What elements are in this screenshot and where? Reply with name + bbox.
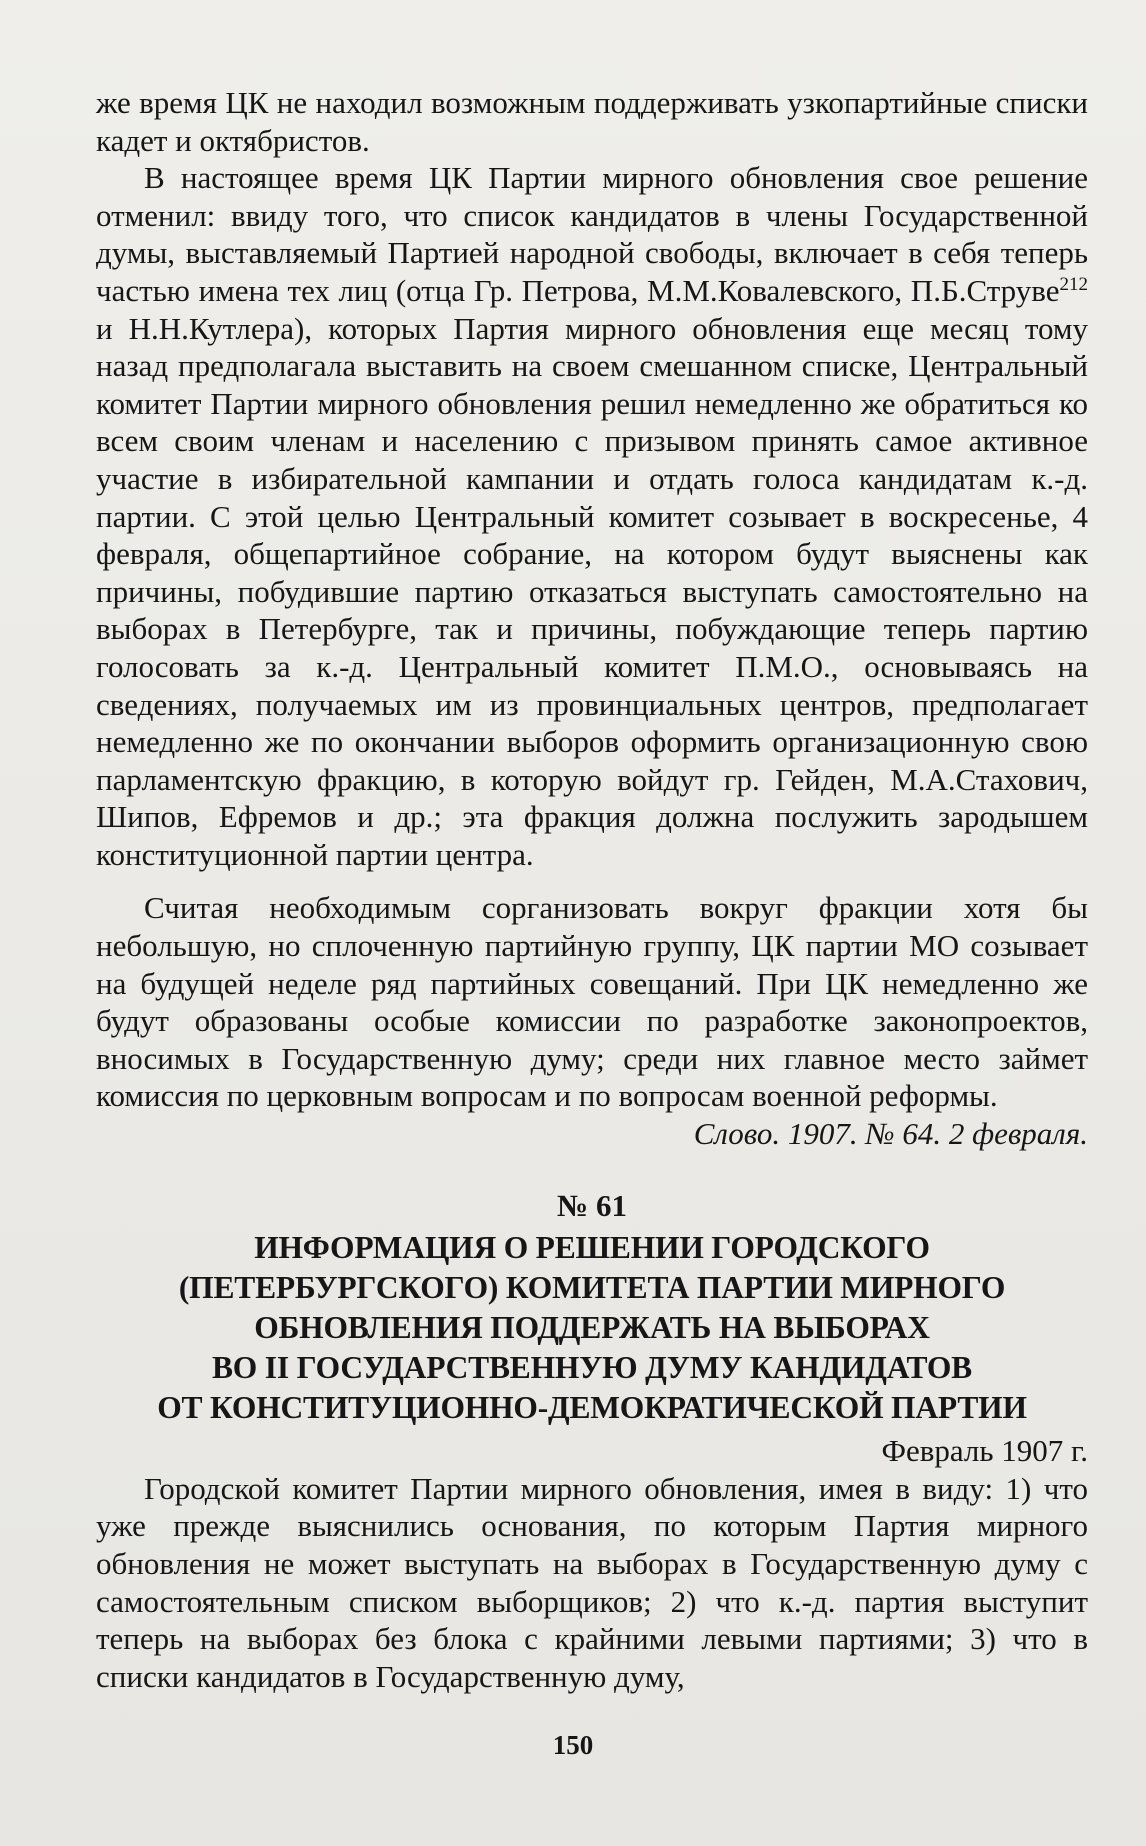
paragraph-2: Считая необходимым сорганизовать вокруг фракции хотя бы небольшую, но сплоченную партийную группу, ЦК партии МО созывает на будущей неделе ряд партийных совещаний. При ЦК немедленно же будут образованы особые комиссии по разработке законопроектов, вносимых в Государственную думу; среди них главное место займет комиссия по церковным вопросам и по вопросам военной реформы. [96, 890, 1088, 1114]
text-column [96, 84, 1088, 1695]
paragraph-1-part-b: и Н.Н.Кутлера), которых Партия мирного обновления еще месяц тому назад предполагала выставить на своем смешанном списке, Центральный комитет Партии мирного обновления решил немедленно же обратиться ко всем своим членам и населению с призывом принять самое активное участие в избирательной кампании и отдать голоса кандидатам к.-д. партии. С этой целью Центральный комитет созывает в воскресенье, 4 февраля, общепартийное собрание, на котором будут выяснены как причины, побудившие партию отказаться выступать самостоятельно на выборах в Петербурге, так и причины, побуждающие теперь партию голосовать за к.-д. Центральный комитет П.М.О., основываясь на сведениях, получаемых им из провинциальных центров, предполагает немедленно же по окончании выборов оформить организационную свою парламентскую фракцию, в которую войдут гр. Гейден, М.А.Стахович, Шипов, Ефремов и др.; эта фракция должна послужить зародышем конституционной партии центра. [96, 310, 1088, 872]
document-number: № 61 [557, 1187, 627, 1223]
title-line: ОБНОВЛЕНИЯ ПОДДЕРЖАТЬ НА ВЫБОРАХ [254, 1310, 930, 1346]
document-title [96, 1228, 1088, 1428]
page-number: 150 [552, 1730, 594, 1760]
title-line: ОТ КОНСТИТУЦИОННО-ДЕМОКРАТИЧЕСКОЙ ПАРТИИ [157, 1390, 1027, 1426]
footnote-ref: 212 [1059, 273, 1088, 295]
title-line: ИНФОРМАЦИЯ О РЕШЕНИИ ГОРОДСКОГО [254, 1230, 930, 1266]
source-citation: Слово. 1907. № 64. 2 февраля. [693, 1116, 1088, 1152]
title-line: (ПЕТЕРБУРГСКОГО) КОМИТЕТА ПАРТИИ МИРНОГО [178, 1270, 1006, 1306]
paragraph-1 [96, 159, 1088, 873]
continuation-paragraph: же время ЦК не находил возможным поддерживать узкопартийные списки кадет и октябристов. [96, 85, 1088, 158]
paragraph-1-part-a: В настоящее время ЦК Партии мирного обновления свое решение отменил: ввиду того, что список кандидатов в члены Государственной думы, выставляемый Партией народной свободы, включает в себя теперь частью имена тех лиц (отца Гр. Петрова, М.М.Ковалевского, П.Б.Струве [96, 160, 1088, 308]
title-line: ВО II ГОСУДАРСТВЕННУЮ ДУМУ КАНДИДАТОВ [212, 1350, 972, 1386]
document-date: Февраль 1907 г. [881, 1433, 1088, 1469]
paragraph-3: Городской комитет Партии мирного обновления, имея в виду: 1) что уже прежде выяснились основания, по которым Партия мирного обновления не может выступать на выборах в Государственную думу с самостоятельным списком выборщиков; 2) что к.-д. партия выступит теперь на выборах без блока с крайними левыми партиями; 3) что в списки кандидатов в Государственную думу, [96, 1470, 1088, 1694]
